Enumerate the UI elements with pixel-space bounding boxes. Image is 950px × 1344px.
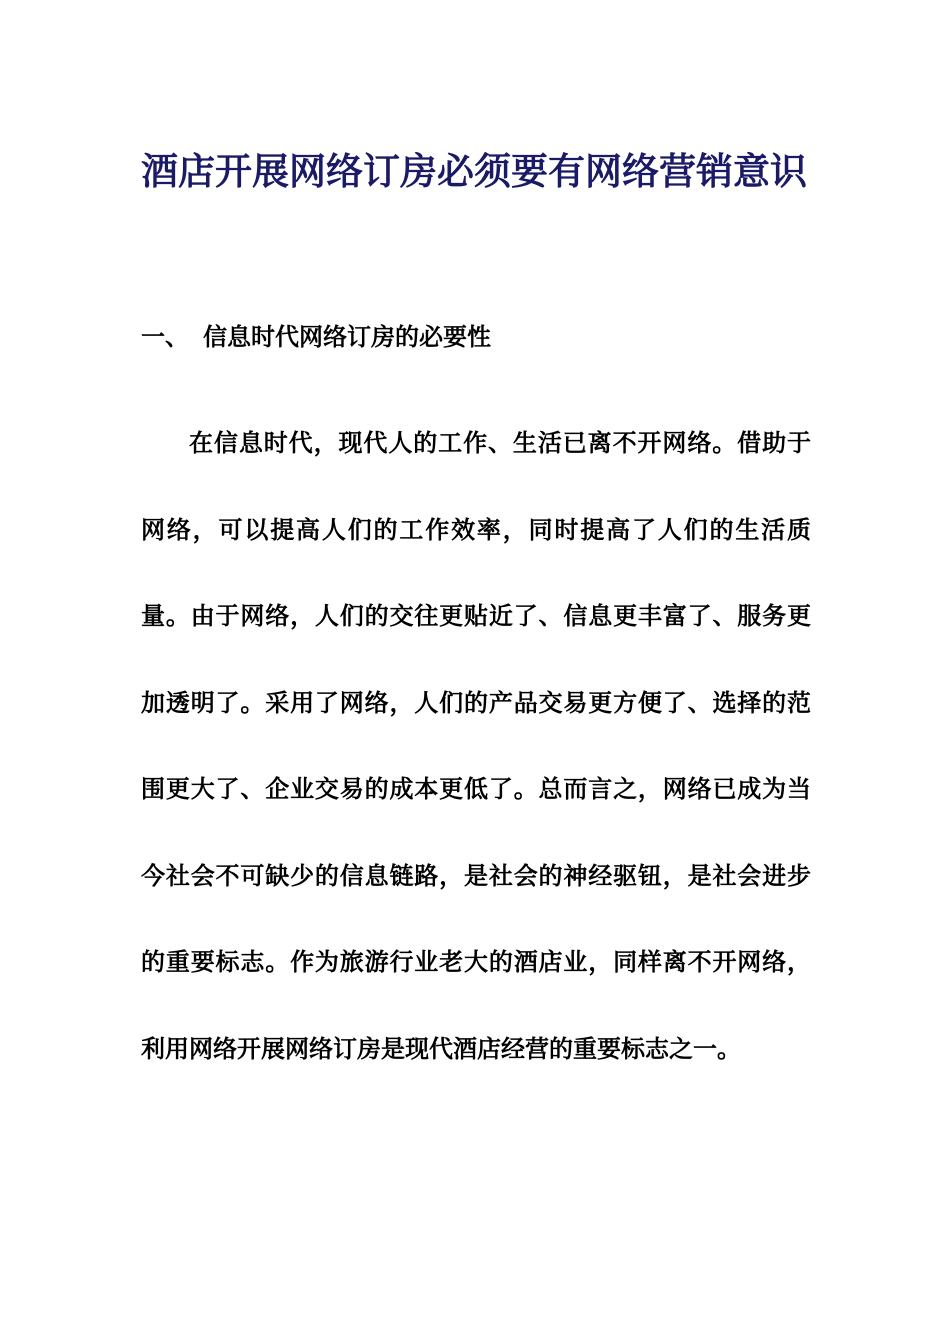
section-heading-text: 信息时代网络订房的必要性 [203, 322, 491, 351]
body-paragraph: 在信息时代，现代人的工作、生活已离不开网络。借助于网络，可以提高人们的工作效率，同时提高了人们的生活质量。由于网络，人们的交往更贴近了、信息更丰富了、服务更加透明了。采用了网络，人们的产品交易更方便了、选择的范围更大了、企业交易的成本更低了。总而言之，网络已成为当今社会不可缺少的信息链路，是社会的神经驱钮，是社会进步的重要标志。作为旅游行业老大的酒店业，同样离不开网络，利用网络开展网络订房是现代酒店经营的重要标志之一。 [141, 428, 811, 1063]
document-title: 酒店开展网络订房必须要有网络营销意识 [141, 149, 807, 193]
section-heading [141, 317, 491, 357]
section-number: 一、 [141, 322, 189, 351]
